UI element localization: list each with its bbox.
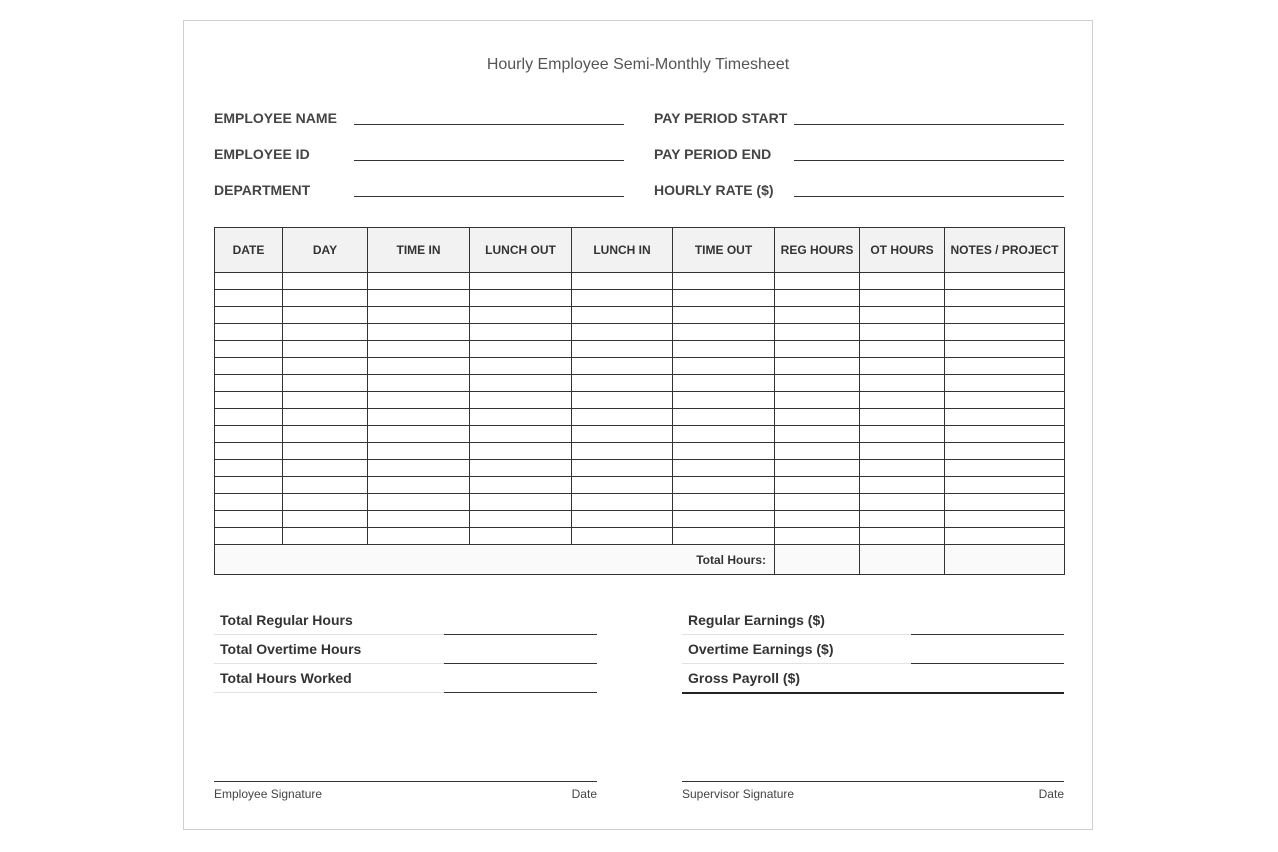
- table-cell[interactable]: [572, 477, 673, 494]
- table-cell[interactable]: [673, 392, 775, 409]
- table-cell[interactable]: [673, 460, 775, 477]
- table-cell[interactable]: [945, 341, 1065, 358]
- employee-name-input-line[interactable]: [354, 124, 624, 125]
- table-cell[interactable]: [775, 375, 860, 392]
- table-cell[interactable]: [860, 443, 945, 460]
- table-cell[interactable]: [673, 409, 775, 426]
- pay-period-end-field[interactable]: [654, 143, 1064, 167]
- table-row: [215, 494, 1065, 511]
- table-cell[interactable]: [673, 358, 775, 375]
- table-cell[interactable]: [283, 273, 368, 290]
- table-cell[interactable]: [572, 392, 673, 409]
- table-cell[interactable]: [945, 528, 1065, 545]
- table-cell[interactable]: [673, 375, 775, 392]
- supervisor-date-label: Date: [1038, 787, 1064, 801]
- table-cell[interactable]: [945, 392, 1065, 409]
- table-cell[interactable]: [775, 528, 860, 545]
- department-input-line[interactable]: [354, 196, 624, 197]
- table-cell[interactable]: [775, 307, 860, 324]
- page-title: Hourly Employee Semi-Monthly Timesheet: [486, 56, 790, 73]
- table-cell[interactable]: [470, 307, 572, 324]
- table-row: [215, 290, 1065, 307]
- field-label: PAY PERIOD START: [654, 110, 788, 126]
- table-row: [215, 460, 1065, 477]
- table-cell[interactable]: [283, 409, 368, 426]
- table-cell[interactable]: [860, 290, 945, 307]
- total-notes-cell[interactable]: [945, 545, 1065, 575]
- table-cell[interactable]: [860, 375, 945, 392]
- hours-summary: [214, 606, 597, 693]
- table-cell[interactable]: [775, 494, 860, 511]
- summary-label: Overtime Earnings ($): [688, 641, 834, 657]
- table-cell[interactable]: [572, 426, 673, 443]
- info-row: [214, 107, 1064, 143]
- column-header-date: DATE: [215, 228, 283, 273]
- table-cell[interactable]: [673, 443, 775, 460]
- summary-row-gross-payroll[interactable]: [682, 664, 1064, 694]
- table-cell[interactable]: [945, 358, 1065, 375]
- table-cell[interactable]: [775, 477, 860, 494]
- employee-info-section: [214, 107, 1064, 215]
- table-cell[interactable]: [775, 341, 860, 358]
- table-cell[interactable]: [775, 443, 860, 460]
- table-cell[interactable]: [572, 409, 673, 426]
- table-row: [215, 358, 1065, 375]
- table-cell[interactable]: [215, 528, 283, 545]
- column-header-time-in: TIME IN: [368, 228, 470, 273]
- table-cell[interactable]: [775, 290, 860, 307]
- table-cell[interactable]: [775, 324, 860, 341]
- info-row: [214, 179, 1064, 215]
- table-cell[interactable]: [470, 511, 572, 528]
- table-cell[interactable]: [673, 307, 775, 324]
- table-cell[interactable]: [215, 392, 283, 409]
- table-cell[interactable]: [945, 409, 1065, 426]
- table-row: [215, 528, 1065, 545]
- table-cell[interactable]: [470, 358, 572, 375]
- table-cell[interactable]: [860, 273, 945, 290]
- table-cell[interactable]: [283, 477, 368, 494]
- table-cell[interactable]: [215, 290, 283, 307]
- table-cell[interactable]: [470, 290, 572, 307]
- table-row: [215, 375, 1065, 392]
- employee-id-input-line[interactable]: [354, 160, 624, 161]
- table-cell[interactable]: [572, 273, 673, 290]
- table-cell[interactable]: [673, 290, 775, 307]
- table-row: [215, 511, 1065, 528]
- table-cell[interactable]: [470, 528, 572, 545]
- table-cell[interactable]: [215, 341, 283, 358]
- table-cell[interactable]: [368, 528, 470, 545]
- timesheet-table: [214, 227, 1065, 575]
- table-cell[interactable]: [470, 273, 572, 290]
- table-header-row: [215, 228, 1065, 273]
- table-row: [215, 324, 1065, 341]
- summary-row-total-hours-worked: [214, 664, 597, 693]
- table-cell[interactable]: [283, 341, 368, 358]
- table-cell[interactable]: [283, 375, 368, 392]
- table-row: [215, 477, 1065, 494]
- field-label: EMPLOYEE ID: [214, 146, 310, 162]
- table-cell[interactable]: [470, 426, 572, 443]
- table-row: [215, 392, 1065, 409]
- summary-row-regular-earnings: [682, 606, 1064, 635]
- table-cell[interactable]: [860, 307, 945, 324]
- total-hours-worked-input-line[interactable]: [444, 692, 597, 693]
- summary-label: Total Overtime Hours: [220, 641, 362, 657]
- employee-date-label: Date: [571, 787, 597, 801]
- timesheet-sheet: [183, 20, 1093, 830]
- table-cell[interactable]: [215, 307, 283, 324]
- summary-label: Gross Payroll ($): [688, 670, 801, 686]
- summary-row-total-regular-hours: [214, 606, 597, 635]
- table-cell[interactable]: [673, 528, 775, 545]
- table-cell[interactable]: [775, 511, 860, 528]
- hourly-rate-field[interactable]: [654, 179, 1064, 203]
- table-cell[interactable]: [283, 392, 368, 409]
- table-cell[interactable]: [572, 307, 673, 324]
- table-cell[interactable]: [572, 290, 673, 307]
- table-cell[interactable]: [860, 358, 945, 375]
- table-cell[interactable]: [283, 511, 368, 528]
- table-cell[interactable]: [283, 460, 368, 477]
- table-cell[interactable]: [470, 460, 572, 477]
- table-cell[interactable]: [673, 341, 775, 358]
- table-cell[interactable]: [572, 494, 673, 511]
- table-cell[interactable]: [572, 443, 673, 460]
- table-cell[interactable]: [368, 426, 470, 443]
- table-cell[interactable]: [283, 358, 368, 375]
- supervisor-signature-label: Supervisor Signature: [682, 787, 795, 801]
- table-cell[interactable]: [775, 426, 860, 443]
- table-cell[interactable]: [673, 477, 775, 494]
- table-cell[interactable]: [673, 426, 775, 443]
- table-cell[interactable]: [945, 307, 1065, 324]
- table-cell[interactable]: [572, 375, 673, 392]
- table-cell[interactable]: [572, 460, 673, 477]
- column-header-reg-hours: REG HOURS: [775, 228, 860, 273]
- table-cell[interactable]: [215, 375, 283, 392]
- table-cell[interactable]: [368, 477, 470, 494]
- employee-id-field[interactable]: [214, 143, 624, 167]
- table-cell[interactable]: [945, 375, 1065, 392]
- table-cell[interactable]: [945, 511, 1065, 528]
- table-cell[interactable]: [368, 324, 470, 341]
- pay-period-end-input-line[interactable]: [794, 160, 1064, 161]
- table-cell[interactable]: [470, 392, 572, 409]
- total-hours-label: Total Hours:: [215, 545, 775, 575]
- table-cell[interactable]: [215, 426, 283, 443]
- table-cell[interactable]: [368, 460, 470, 477]
- table-cell[interactable]: [572, 341, 673, 358]
- table-cell[interactable]: [572, 358, 673, 375]
- table-cell[interactable]: [215, 443, 283, 460]
- table-cell[interactable]: [860, 460, 945, 477]
- table-cell[interactable]: [283, 324, 368, 341]
- table-cell[interactable]: [283, 426, 368, 443]
- table-cell[interactable]: [775, 409, 860, 426]
- table-cell[interactable]: [215, 273, 283, 290]
- pay-period-start-input-line[interactable]: [794, 124, 1064, 125]
- hourly-rate-input-line[interactable]: [794, 196, 1064, 197]
- table-cell[interactable]: [572, 511, 673, 528]
- table-cell[interactable]: [470, 494, 572, 511]
- table-cell[interactable]: [673, 494, 775, 511]
- earnings-summary: [682, 606, 1064, 694]
- table-row: [215, 443, 1065, 460]
- table-cell[interactable]: [860, 426, 945, 443]
- supervisor-signature-line[interactable]: [682, 781, 1064, 802]
- info-row: [214, 143, 1064, 179]
- table-cell[interactable]: [945, 426, 1065, 443]
- table-cell[interactable]: [368, 341, 470, 358]
- column-header-notes-project: NOTES / PROJECT: [945, 228, 1065, 273]
- table-cell[interactable]: [945, 494, 1065, 511]
- table-cell[interactable]: [673, 511, 775, 528]
- table-cell[interactable]: [945, 290, 1065, 307]
- table-cell[interactable]: [368, 392, 470, 409]
- table-cell[interactable]: [945, 443, 1065, 460]
- table-cell[interactable]: [945, 460, 1065, 477]
- column-header-ot-hours: OT HOURS: [860, 228, 945, 273]
- summary-row-overtime-earnings: [682, 635, 1064, 664]
- table-cell[interactable]: [368, 273, 470, 290]
- summary-label: Total Regular Hours: [220, 612, 353, 628]
- table-cell[interactable]: [368, 358, 470, 375]
- table-cell[interactable]: [572, 528, 673, 545]
- table-cell[interactable]: [368, 290, 470, 307]
- table-cell[interactable]: [470, 324, 572, 341]
- table-cell[interactable]: [283, 494, 368, 511]
- employee-signature-line[interactable]: [214, 781, 597, 802]
- table-cell[interactable]: [215, 494, 283, 511]
- table-cell[interactable]: [368, 409, 470, 426]
- table-cell[interactable]: [215, 477, 283, 494]
- table-cell[interactable]: [673, 273, 775, 290]
- column-header-lunch-out: LUNCH OUT: [470, 228, 572, 273]
- table-cell[interactable]: [283, 528, 368, 545]
- table-row: [215, 426, 1065, 443]
- total-hours-row: [215, 545, 1065, 575]
- table-row: [215, 409, 1065, 426]
- table-cell[interactable]: [860, 341, 945, 358]
- field-label: EMPLOYEE NAME: [214, 110, 337, 126]
- table-cell[interactable]: [470, 477, 572, 494]
- column-header-time-out: TIME OUT: [673, 228, 775, 273]
- total-ot-hours-cell[interactable]: [860, 545, 945, 575]
- table-cell[interactable]: [215, 409, 283, 426]
- department-field[interactable]: [214, 179, 624, 203]
- table-cell[interactable]: [215, 460, 283, 477]
- table-cell[interactable]: [368, 511, 470, 528]
- table-cell[interactable]: [368, 494, 470, 511]
- table-cell[interactable]: [945, 477, 1065, 494]
- table-cell[interactable]: [945, 273, 1065, 290]
- table-cell[interactable]: [775, 273, 860, 290]
- employee-name-field[interactable]: [214, 107, 624, 131]
- table-row: [215, 273, 1065, 290]
- table-cell[interactable]: [283, 290, 368, 307]
- field-label: DEPARTMENT: [214, 182, 311, 198]
- pay-period-start-field[interactable]: [654, 107, 1064, 131]
- table-cell[interactable]: [470, 409, 572, 426]
- table-cell[interactable]: [368, 307, 470, 324]
- table-cell[interactable]: [860, 494, 945, 511]
- table-cell[interactable]: [572, 324, 673, 341]
- summary-row-total-overtime-hours: [214, 635, 597, 664]
- table-cell[interactable]: [215, 511, 283, 528]
- table-cell[interactable]: [470, 341, 572, 358]
- table-cell[interactable]: [860, 324, 945, 341]
- table-cell[interactable]: [860, 392, 945, 409]
- table-cell[interactable]: [368, 375, 470, 392]
- employee-signature-label: Employee Signature: [214, 787, 323, 801]
- table-cell[interactable]: [775, 358, 860, 375]
- table-cell[interactable]: [470, 443, 572, 460]
- table-row: [215, 307, 1065, 324]
- table-cell[interactable]: [215, 358, 283, 375]
- table-cell[interactable]: [215, 324, 283, 341]
- table-cell[interactable]: [860, 477, 945, 494]
- table-cell[interactable]: [775, 392, 860, 409]
- table-cell[interactable]: [775, 460, 860, 477]
- summary-label: Regular Earnings ($): [688, 612, 825, 628]
- summary-label: Total Hours Worked: [220, 670, 352, 686]
- table-cell[interactable]: [860, 528, 945, 545]
- table-cell[interactable]: [860, 511, 945, 528]
- column-header-lunch-in: LUNCH IN: [572, 228, 673, 273]
- table-cell[interactable]: [945, 324, 1065, 341]
- field-label: HOURLY RATE ($): [654, 182, 774, 198]
- table-cell[interactable]: [283, 307, 368, 324]
- table-cell[interactable]: [283, 443, 368, 460]
- total-reg-hours-cell[interactable]: [775, 545, 860, 575]
- timesheet-body: [215, 273, 1065, 545]
- table-cell[interactable]: [470, 375, 572, 392]
- table-row: [215, 341, 1065, 358]
- table-cell[interactable]: [860, 409, 945, 426]
- field-label: PAY PERIOD END: [654, 146, 772, 162]
- column-header-day: DAY: [283, 228, 368, 273]
- table-cell[interactable]: [673, 324, 775, 341]
- table-cell[interactable]: [368, 443, 470, 460]
